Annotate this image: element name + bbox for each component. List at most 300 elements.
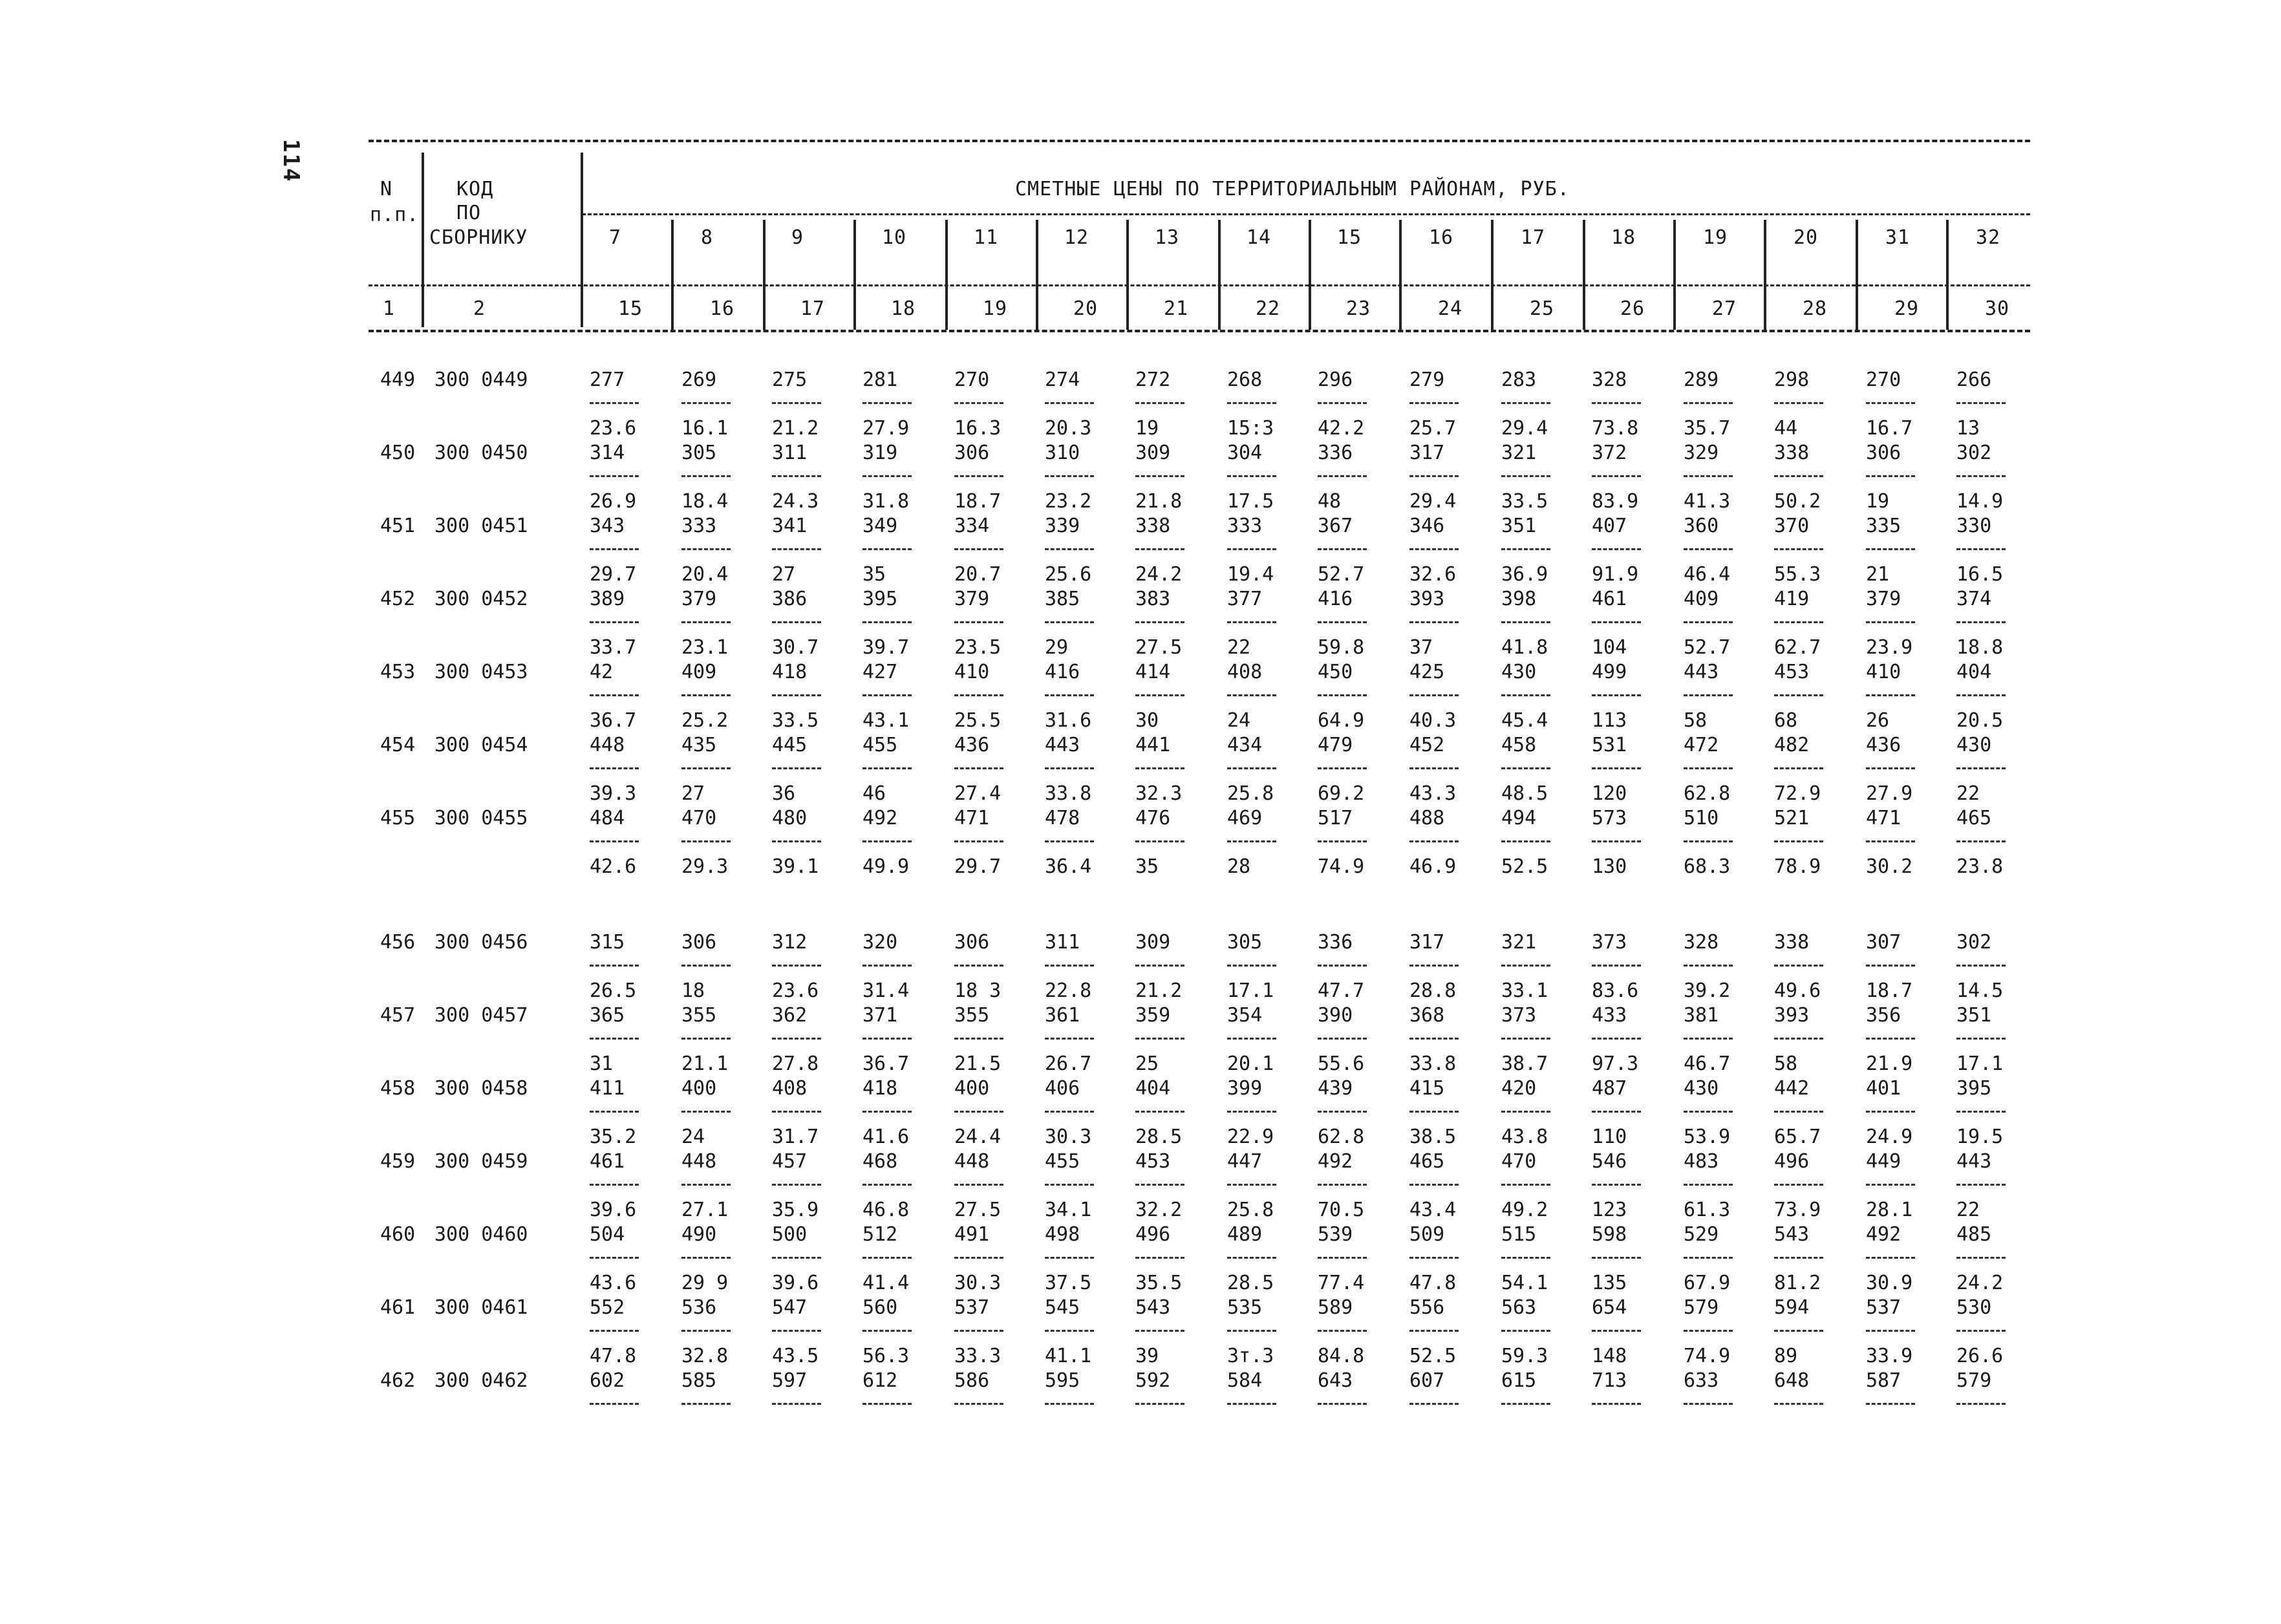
value-separator xyxy=(862,548,912,550)
price-value: 435 xyxy=(681,734,717,756)
value-separator xyxy=(1684,1184,1733,1186)
price-value: 355 xyxy=(954,1004,990,1027)
price-value: 587 xyxy=(1866,1369,1901,1392)
price-value: 356 xyxy=(1866,1004,1901,1027)
price-value: 312 xyxy=(772,931,808,954)
value-separator xyxy=(681,1184,731,1186)
price-value: 266 xyxy=(1956,369,1992,391)
price-value: 648 xyxy=(1774,1369,1810,1392)
value-separator xyxy=(1227,965,1276,967)
secondary-value: 21.2 xyxy=(772,417,819,440)
vrule-district xyxy=(853,220,856,330)
secondary-value: 16.1 xyxy=(681,417,729,440)
secondary-value: 21.8 xyxy=(1135,490,1183,513)
price-value: 305 xyxy=(681,442,717,464)
row-code: 300 0462 xyxy=(434,1369,528,1392)
value-separator xyxy=(1227,1184,1276,1186)
district-number: 18 xyxy=(1611,226,1636,249)
secondary-value: 46.7 xyxy=(1684,1052,1731,1075)
value-separator xyxy=(1501,1330,1550,1332)
value-separator xyxy=(1409,767,1459,769)
price-value: 455 xyxy=(1045,1150,1080,1173)
district-number: 11 xyxy=(974,226,999,249)
value-separator xyxy=(1227,621,1276,623)
price-value: 351 xyxy=(1956,1004,1992,1027)
price-value: 309 xyxy=(1135,442,1171,464)
price-value: 373 xyxy=(1501,1004,1537,1027)
price-value: 515 xyxy=(1501,1223,1537,1246)
value-separator xyxy=(862,767,912,769)
page-number: 114 xyxy=(278,139,304,183)
price-value: 401 xyxy=(1866,1077,1901,1100)
value-separator xyxy=(862,402,912,404)
price-value: 400 xyxy=(954,1077,990,1100)
price-value: 333 xyxy=(681,515,717,537)
price-value: 289 xyxy=(1684,369,1719,391)
secondary-value: 23.1 xyxy=(681,636,729,659)
value-separator xyxy=(1592,694,1641,696)
price-value: 488 xyxy=(1409,807,1445,829)
value-separator xyxy=(1501,548,1550,550)
secondary-value: 3т.3 xyxy=(1227,1345,1274,1367)
value-separator xyxy=(1318,621,1367,623)
secondary-value: 28.1 xyxy=(1866,1199,1913,1221)
value-separator xyxy=(1045,475,1094,477)
secondary-value: 22.8 xyxy=(1045,979,1092,1002)
price-value: 399 xyxy=(1227,1077,1263,1100)
secondary-value: 15:3 xyxy=(1227,417,1274,440)
price-value: 643 xyxy=(1318,1369,1353,1392)
secondary-value: 21 xyxy=(1866,563,1890,586)
district-number: 13 xyxy=(1155,226,1180,249)
price-value: 296 xyxy=(1318,369,1353,391)
value-separator xyxy=(1866,1038,1915,1040)
index-number: 28 xyxy=(1803,297,1828,320)
secondary-value: 37.5 xyxy=(1045,1272,1092,1294)
secondary-value: 33.8 xyxy=(1409,1052,1457,1075)
price-value: 485 xyxy=(1956,1223,1992,1246)
value-separator xyxy=(1045,694,1094,696)
price-value: 612 xyxy=(862,1369,898,1392)
secondary-value: 26.9 xyxy=(590,490,637,513)
secondary-value: 34.1 xyxy=(1045,1199,1092,1221)
value-separator xyxy=(772,965,821,967)
value-separator xyxy=(1501,965,1550,967)
secondary-value: 19.4 xyxy=(1227,563,1274,586)
value-separator xyxy=(1592,402,1641,404)
price-value: 543 xyxy=(1774,1223,1810,1246)
secondary-value: 20.1 xyxy=(1227,1052,1274,1075)
value-separator xyxy=(1592,621,1641,623)
value-separator xyxy=(590,1184,639,1186)
price-value: 537 xyxy=(1866,1296,1901,1319)
price-value: 272 xyxy=(1135,369,1171,391)
price-value: 573 xyxy=(1592,807,1627,829)
price-value: 439 xyxy=(1318,1077,1353,1100)
price-value: 395 xyxy=(862,588,898,610)
value-separator xyxy=(954,402,1003,404)
secondary-value: 23.5 xyxy=(954,636,1001,659)
secondary-value: 58 xyxy=(1684,709,1708,732)
secondary-value: 28.8 xyxy=(1409,979,1457,1002)
secondary-value: 17.5 xyxy=(1227,490,1274,513)
value-separator xyxy=(590,1111,639,1113)
price-value: 458 xyxy=(1501,734,1537,756)
price-value: 360 xyxy=(1684,515,1719,537)
value-separator xyxy=(1684,767,1733,769)
row-number: 460 xyxy=(380,1223,416,1246)
header-title: СМЕТНЫЕ ЦЕНЫ ПО ТЕРРИТОРИАЛЬНЫМ РАЙОНАМ, РУБ. xyxy=(1015,178,1570,200)
value-separator xyxy=(1866,402,1915,404)
price-value: 373 xyxy=(1592,931,1627,954)
district-number: 14 xyxy=(1247,226,1272,249)
price-value: 472 xyxy=(1684,734,1719,756)
price-value: 270 xyxy=(1866,369,1901,391)
value-separator xyxy=(1227,1330,1276,1332)
price-value: 306 xyxy=(681,931,717,954)
secondary-value: 123 xyxy=(1592,1199,1627,1221)
value-separator xyxy=(1501,1111,1550,1113)
price-value: 597 xyxy=(772,1369,808,1392)
value-separator xyxy=(1684,694,1733,696)
price-value: 420 xyxy=(1501,1077,1537,1100)
secondary-value: 120 xyxy=(1592,782,1627,805)
value-separator xyxy=(1135,1111,1184,1113)
value-separator xyxy=(862,1184,912,1186)
vrule-district xyxy=(1491,220,1494,330)
value-separator xyxy=(1227,548,1276,550)
secondary-value: 49.6 xyxy=(1774,979,1821,1002)
price-value: 298 xyxy=(1774,369,1810,391)
price-value: 595 xyxy=(1045,1369,1080,1392)
vrule-district xyxy=(671,220,674,330)
price-value: 404 xyxy=(1956,661,1992,683)
secondary-value: 148 xyxy=(1592,1345,1627,1367)
secondary-value: 39.6 xyxy=(590,1199,637,1221)
price-value: 329 xyxy=(1684,442,1719,464)
price-value: 489 xyxy=(1227,1223,1263,1246)
value-separator xyxy=(590,475,639,477)
vrule-district xyxy=(1218,220,1221,330)
price-value: 302 xyxy=(1956,442,1992,464)
price-value: 415 xyxy=(1409,1077,1445,1100)
value-separator xyxy=(1956,475,2006,477)
secondary-value: 52.5 xyxy=(1501,855,1548,878)
price-value: 319 xyxy=(862,442,898,464)
secondary-value: 47.8 xyxy=(1409,1272,1457,1294)
value-separator xyxy=(681,965,731,967)
value-separator xyxy=(1227,475,1276,477)
secondary-value: 47.8 xyxy=(590,1345,637,1367)
vrule-district xyxy=(1126,220,1129,330)
price-value: 379 xyxy=(681,588,717,610)
secondary-value: 35.5 xyxy=(1135,1272,1183,1294)
price-value: 556 xyxy=(1409,1296,1445,1319)
secondary-value: 31.4 xyxy=(862,979,910,1002)
price-value: 470 xyxy=(681,807,717,829)
price-value: 393 xyxy=(1774,1004,1810,1027)
secondary-value: 29.7 xyxy=(590,563,637,586)
price-value: 404 xyxy=(1135,1077,1171,1100)
secondary-value: 18.8 xyxy=(1956,636,2004,659)
value-separator xyxy=(590,965,639,967)
vrule-district xyxy=(763,220,766,330)
secondary-value: 73.8 xyxy=(1592,417,1639,440)
secondary-value: 26.6 xyxy=(1956,1345,2004,1367)
price-value: 579 xyxy=(1684,1296,1719,1319)
price-value: 443 xyxy=(1684,661,1719,683)
secondary-value: 89 xyxy=(1774,1345,1798,1367)
price-value: 492 xyxy=(1318,1150,1353,1173)
secondary-value: 39.1 xyxy=(772,855,819,878)
value-separator xyxy=(1774,1038,1823,1040)
secondary-value: 17.1 xyxy=(1956,1052,2004,1075)
value-separator xyxy=(772,402,821,404)
index-code: 2 xyxy=(473,297,486,320)
value-separator xyxy=(681,621,731,623)
secondary-value: 24.2 xyxy=(1956,1272,2004,1294)
value-separator xyxy=(862,1038,912,1040)
secondary-value: 64.9 xyxy=(1318,709,1365,732)
value-separator xyxy=(862,840,912,842)
value-separator xyxy=(590,548,639,550)
value-separator xyxy=(1045,1330,1094,1332)
price-value: 398 xyxy=(1501,588,1537,610)
value-separator xyxy=(1866,1111,1915,1113)
row-code: 300 0461 xyxy=(434,1296,528,1319)
value-separator xyxy=(1501,840,1550,842)
value-separator xyxy=(1045,548,1094,550)
value-separator xyxy=(1592,840,1641,842)
value-separator xyxy=(1866,965,1915,967)
price-value: 349 xyxy=(862,515,898,537)
value-separator xyxy=(1774,1403,1823,1405)
secondary-value: 52.7 xyxy=(1318,563,1365,586)
value-separator xyxy=(862,1403,912,1405)
district-number: 16 xyxy=(1429,226,1454,249)
secondary-value: 27.1 xyxy=(681,1199,729,1221)
secondary-value: 28.5 xyxy=(1135,1126,1183,1148)
row-number: 457 xyxy=(380,1004,416,1027)
price-value: 452 xyxy=(1409,734,1445,756)
secondary-value: 31 xyxy=(590,1052,614,1075)
price-value: 471 xyxy=(1866,807,1901,829)
price-value: 461 xyxy=(1592,588,1627,610)
price-value: 361 xyxy=(1045,1004,1080,1027)
value-separator xyxy=(1774,1257,1823,1259)
value-separator xyxy=(772,1038,821,1040)
value-separator xyxy=(1501,767,1550,769)
price-value: 537 xyxy=(954,1296,990,1319)
secondary-value: 52.7 xyxy=(1684,636,1731,659)
secondary-value: 25.2 xyxy=(681,709,729,732)
value-separator xyxy=(954,840,1003,842)
value-separator xyxy=(1135,1184,1184,1186)
secondary-value: 33.1 xyxy=(1501,979,1548,1002)
secondary-value: 35 xyxy=(862,563,886,586)
price-value: 479 xyxy=(1318,734,1353,756)
value-separator xyxy=(1227,767,1276,769)
secondary-value: 39 xyxy=(1135,1345,1159,1367)
secondary-value: 33.9 xyxy=(1866,1345,1913,1367)
value-separator xyxy=(1318,1330,1367,1332)
price-value: 339 xyxy=(1045,515,1080,537)
value-separator xyxy=(954,621,1003,623)
value-separator xyxy=(1866,621,1915,623)
header-n: N xyxy=(380,178,393,200)
value-separator xyxy=(954,1257,1003,1259)
price-value: 374 xyxy=(1956,588,1992,610)
price-value: 328 xyxy=(1684,931,1719,954)
price-value: 500 xyxy=(772,1223,808,1246)
secondary-value: 42.6 xyxy=(590,855,637,878)
secondary-value: 40.3 xyxy=(1409,709,1457,732)
value-separator xyxy=(772,1403,821,1405)
secondary-value: 17.1 xyxy=(1227,979,1274,1002)
price-value: 589 xyxy=(1318,1296,1353,1319)
price-value: 418 xyxy=(862,1077,898,1100)
district-number: 8 xyxy=(701,226,714,249)
row-code: 300 0460 xyxy=(434,1223,528,1246)
index-subrule xyxy=(369,284,2030,286)
index-number: 19 xyxy=(983,297,1008,320)
secondary-value: 110 xyxy=(1592,1126,1627,1148)
secondary-value: 52.5 xyxy=(1409,1345,1457,1367)
value-separator xyxy=(1592,1184,1641,1186)
header-code: КОД xyxy=(456,178,494,200)
value-separator xyxy=(954,1111,1003,1113)
price-value: 354 xyxy=(1227,1004,1263,1027)
secondary-value: 46.9 xyxy=(1409,855,1457,878)
index-number: 18 xyxy=(891,297,916,320)
price-value: 494 xyxy=(1501,807,1537,829)
price-value: 450 xyxy=(1318,661,1353,683)
value-separator xyxy=(1501,1184,1550,1186)
price-value: 490 xyxy=(681,1223,717,1246)
secondary-value: 30 xyxy=(1135,709,1159,732)
secondary-value: 29 xyxy=(1045,636,1069,659)
secondary-value: 22 xyxy=(1956,782,1980,805)
secondary-value: 16.7 xyxy=(1866,417,1913,440)
price-value: 365 xyxy=(590,1004,625,1027)
secondary-value: 70.5 xyxy=(1318,1199,1365,1221)
price-value: 579 xyxy=(1956,1369,1992,1392)
secondary-value: 29.7 xyxy=(954,855,1001,878)
price-value: 370 xyxy=(1774,515,1810,537)
value-separator xyxy=(1774,767,1823,769)
value-separator xyxy=(1866,840,1915,842)
value-separator xyxy=(1774,1330,1823,1332)
secondary-value: 39.3 xyxy=(590,782,637,805)
value-separator xyxy=(590,1330,639,1332)
price-value: 425 xyxy=(1409,661,1445,683)
vrule-district xyxy=(1583,220,1585,330)
price-value: 560 xyxy=(862,1296,898,1319)
price-value: 510 xyxy=(1684,807,1719,829)
price-value: 598 xyxy=(1592,1223,1627,1246)
row-number: 461 xyxy=(380,1296,416,1319)
index-number: 24 xyxy=(1438,297,1463,320)
secondary-value: 14.5 xyxy=(1956,979,2004,1002)
value-separator xyxy=(1501,621,1550,623)
secondary-value: 19 xyxy=(1866,490,1890,513)
price-value: 389 xyxy=(590,588,625,610)
vrule-district xyxy=(1399,220,1402,330)
secondary-value: 28.5 xyxy=(1227,1272,1274,1294)
value-separator xyxy=(1227,840,1276,842)
secondary-value: 23.9 xyxy=(1866,636,1913,659)
header-bottom-rule xyxy=(369,330,2030,332)
secondary-value: 41.8 xyxy=(1501,636,1548,659)
secondary-value: 20.5 xyxy=(1956,709,2004,732)
secondary-value: 39.6 xyxy=(772,1272,819,1294)
price-value: 42 xyxy=(590,661,614,683)
price-value: 381 xyxy=(1684,1004,1719,1027)
value-separator xyxy=(1592,767,1641,769)
secondary-value: 35.7 xyxy=(1684,417,1731,440)
value-separator xyxy=(1501,402,1550,404)
secondary-value: 43.1 xyxy=(862,709,910,732)
value-separator xyxy=(681,1111,731,1113)
value-separator xyxy=(1684,840,1733,842)
value-separator xyxy=(954,965,1003,967)
row-code: 300 0457 xyxy=(434,1004,528,1027)
price-value: 371 xyxy=(862,1004,898,1027)
price-value: 471 xyxy=(954,807,990,829)
value-separator xyxy=(1318,840,1367,842)
value-separator xyxy=(1045,965,1094,967)
price-value: 407 xyxy=(1592,515,1627,537)
secondary-value: 68 xyxy=(1774,709,1798,732)
price-value: 279 xyxy=(1409,369,1445,391)
price-value: 487 xyxy=(1592,1077,1627,1100)
price-value: 445 xyxy=(772,734,808,756)
district-number: 10 xyxy=(882,226,907,249)
value-separator xyxy=(681,1257,731,1259)
value-separator xyxy=(1684,1403,1733,1405)
header-code-po: ПО xyxy=(456,202,482,224)
secondary-value: 31.7 xyxy=(772,1126,819,1148)
price-value: 270 xyxy=(954,369,990,391)
price-value: 409 xyxy=(681,661,717,683)
secondary-value: 41.3 xyxy=(1684,490,1731,513)
value-separator xyxy=(772,1184,821,1186)
row-code: 300 0452 xyxy=(434,588,528,610)
price-value: 448 xyxy=(590,734,625,756)
secondary-value: 55.6 xyxy=(1318,1052,1365,1075)
secondary-value: 20.7 xyxy=(954,563,1001,586)
value-separator xyxy=(772,1257,821,1259)
secondary-value: 31.6 xyxy=(1045,709,1092,732)
secondary-value: 27.4 xyxy=(954,782,1001,805)
secondary-value: 24.3 xyxy=(772,490,819,513)
price-value: 584 xyxy=(1227,1369,1263,1392)
secondary-value: 83.6 xyxy=(1592,979,1639,1002)
value-separator xyxy=(954,1403,1003,1405)
secondary-value: 27 xyxy=(772,563,796,586)
value-separator xyxy=(1045,1038,1094,1040)
secondary-value: 18.7 xyxy=(954,490,1001,513)
district-subrule xyxy=(582,213,2030,215)
price-value: 499 xyxy=(1592,661,1627,683)
price-value: 545 xyxy=(1045,1296,1080,1319)
secondary-value: 32.3 xyxy=(1135,782,1183,805)
price-value: 543 xyxy=(1135,1296,1171,1319)
secondary-value: 27.8 xyxy=(772,1052,819,1075)
index-number: 16 xyxy=(710,297,735,320)
secondary-value: 35.2 xyxy=(590,1126,637,1148)
secondary-value: 32.8 xyxy=(681,1345,729,1367)
